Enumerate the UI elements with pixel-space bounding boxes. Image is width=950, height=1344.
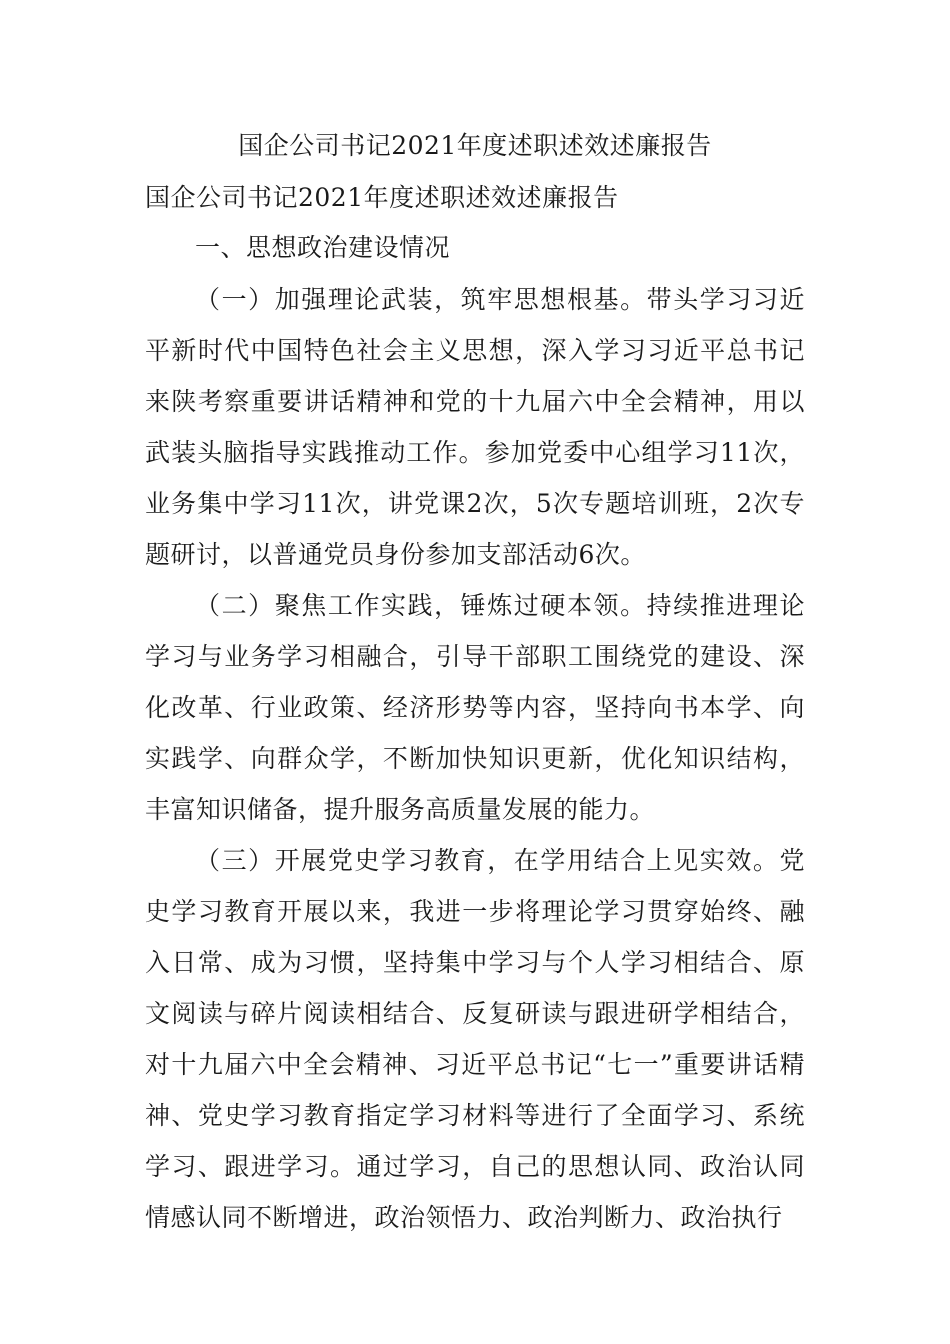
paragraph-2: （二）聚焦工作实践，锤炼过硬本领。持续推进理论学习与业务学习相融合，引导干部职工围绕党的建设、深化改革、行业政策、经济形势等内容，坚持向书本学、向实践学、向群众学，不断加快知识更新，优化知识结构，丰富知识储备，提升服务高质量发展的能力。: [145, 591, 805, 824]
section-heading: 一、思想政治建设情况: [195, 233, 451, 262]
document-title: 国企公司书记2021年度述职述效述廉报告: [238, 131, 712, 160]
paragraph-3: （三）开展党史学习教育，在学用结合上见实效。党史学习教育开展以来，我进一步将理论学习贯穿始终、融入日常、成为习惯，坚持集中学习与个人学习相结合、原文阅读与碎片阅读相结合、反复研读与跟进研学相结合，对十九届六中全会精神、习近平总书记“七一”重要讲话精神、党史学习教育指定学习材料等进行了全面学习、系统学习、跟进学习。通过学习，自己的思想认同、政治认同情感认同不断增进，政治领悟力、政治判断力、政治执行: [145, 846, 805, 1232]
paragraph-1: （一）加强理论武装，筑牢思想根基。带头学习习近平新时代中国特色社会主义思想，深入学习习近平总书记来陕考察重要讲话精神和党的十九届六中全会精神，用以武装头脑指导实践推动工作。参加党委中心组学习11次，业务集中学习11次，讲党课2次，5次专题培训班，2次专题研讨，以普通党员身份参加支部活动6次。: [145, 285, 805, 569]
document-subtitle: 国企公司书记2021年度述职述效述廉报告: [145, 183, 619, 212]
